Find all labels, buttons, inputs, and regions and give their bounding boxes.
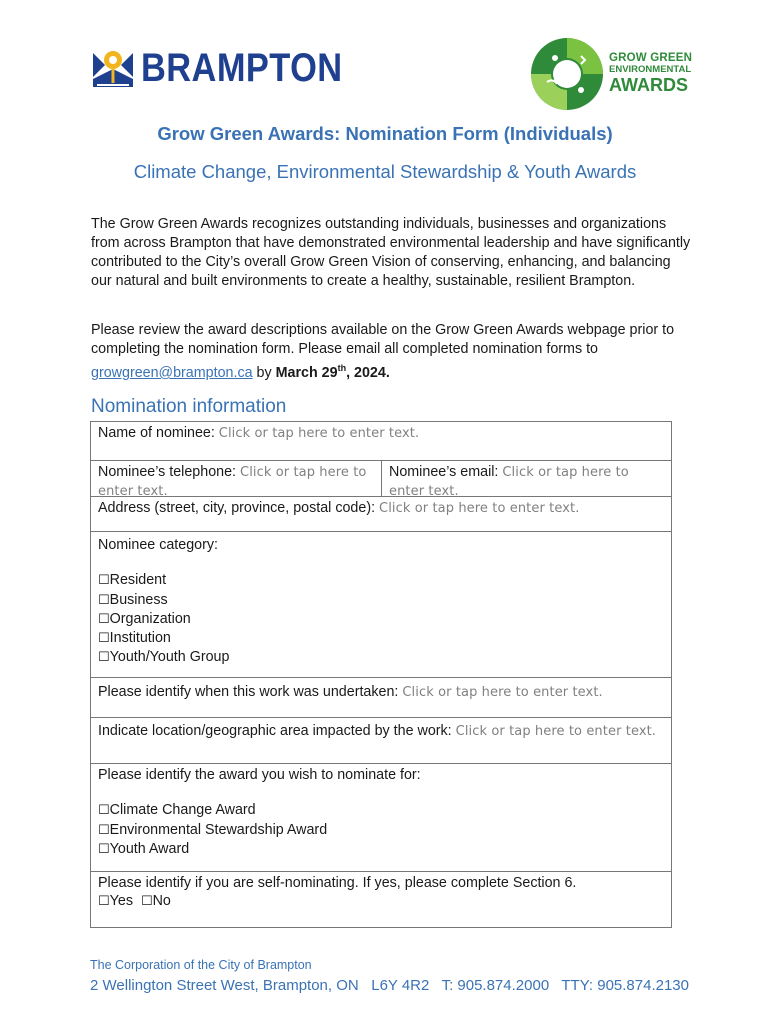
brampton-wordmark: BRAMPTON — [141, 46, 343, 90]
category-institution-checkbox[interactable]: ☐Institution — [98, 630, 171, 647]
checkbox-icon: ☐ — [98, 611, 110, 627]
category-youth-checkbox[interactable]: ☐Youth/Youth Group — [98, 649, 230, 666]
nominee-email-input[interactable]: Click or tap here to enter text. — [389, 465, 629, 499]
award-selection-group: Please identify the award you wish to nominate for: ☐Climate Change Award ☐Environmental Stewardship Award ☐Youth Award — [91, 764, 671, 872]
nominee-name-field[interactable]: Name of nominee: Click or tap here to enter text. — [91, 422, 671, 461]
nominee-telephone-input[interactable]: Click or tap here to enter text. — [98, 465, 367, 499]
intro-paragraph: The Grow Green Awards recognizes outstanding individuals, businesses and organizations from across Brampton that have demonstrated environmental leadership and have significantly contributed to the City’s overall Grow Green Vision of conserving, enhancing, and balancing our natural and built environments to create a healthy, sustainable, resilient Brampton. — [91, 216, 691, 289]
self-nomination-group: Please identify if you are self-nominating. If yes, please complete Section 6. ☐Yes ☐No — [98, 875, 577, 910]
footer-organization: The Corporation of the City of Brampton — [90, 958, 312, 972]
self-nomination-yes-checkbox[interactable]: ☐Yes — [98, 893, 133, 910]
location-input[interactable]: Click or tap here to enter text. — [455, 724, 657, 739]
checkbox-icon: ☐ — [98, 822, 110, 838]
location-field[interactable]: Indicate location/geographic area impacted by the work: Click or tap here to enter text. — [91, 718, 671, 764]
award-youth-checkbox[interactable]: ☐Youth Award — [98, 840, 190, 857]
grow-green-awards-logo — [529, 36, 699, 112]
footer-address: 2 Wellington Street West, Brampton, ON L6Y 4R2 T: 905.874.2000 TTY: 905.874.2130 — [90, 977, 689, 994]
grow-green-awards-wordmark: GROW GREEN ENVIRONMENTAL AWARDS — [609, 52, 693, 95]
checkbox-icon: ☐ — [98, 841, 110, 857]
work-timeframe-field[interactable]: Please identify when this work was undertaken: Click or tap here to enter text. — [91, 678, 671, 718]
recycle-leaf-icon — [529, 36, 605, 112]
category-resident-checkbox[interactable]: ☐Resident — [98, 572, 167, 589]
checkbox-icon: ☐ — [140, 894, 153, 910]
category-organization-checkbox[interactable]: ☐Organization — [98, 610, 191, 627]
page-title: Grow Green Awards: Nomination Form (Individuals) — [157, 123, 613, 144]
checkbox-icon: ☐ — [98, 894, 110, 910]
address-input[interactable]: Click or tap here to enter text. — [379, 501, 580, 516]
address-field[interactable]: Address (street, city, province, postal code): Click or tap here to enter text. — [91, 497, 671, 532]
checkbox-icon: ☐ — [98, 573, 110, 589]
brampton-flower-icon — [91, 47, 135, 89]
contact-row — [91, 461, 671, 497]
nomination-form — [90, 421, 672, 928]
nominee-telephone-field[interactable]: Nominee’s telephone: Click or tap here to enter text. — [91, 461, 382, 496]
checkbox-icon: ☐ — [98, 803, 110, 819]
work-timeframe-input[interactable]: Click or tap here to enter text. — [402, 685, 603, 700]
category-business-checkbox[interactable]: ☐Business — [98, 591, 168, 608]
brampton-logo — [91, 47, 375, 89]
nominee-name-input[interactable]: Click or tap here to enter text. — [218, 426, 420, 441]
instructions-paragraph: Please review the award descriptions available on the Grow Green Awards webpage prior to completing the nomination form. Please email all completed nomination forms to growgreen@brampton.ca by March 29th, 2024. — [91, 322, 675, 381]
checkbox-icon: ☐ — [98, 650, 110, 666]
page-subtitle: Climate Change, Environmental Stewardship & Youth Awards — [133, 161, 637, 182]
email-link[interactable]: growgreen@brampton.ca — [91, 364, 253, 381]
nominee-category-group: Nominee category: ☐Resident ☐Business ☐Organization ☐Institution ☐Youth/Youth Group — [91, 532, 671, 678]
checkbox-icon: ☐ — [98, 631, 110, 647]
award-climate-change-checkbox[interactable]: ☐Climate Change Award — [98, 802, 256, 819]
deadline: March 29th, 2024. — [275, 363, 390, 381]
award-environmental-stewardship-checkbox[interactable]: ☐Environmental Stewardship Award — [98, 821, 328, 838]
checkbox-icon: ☐ — [98, 592, 110, 608]
nominee-email-field[interactable]: Nominee’s email: Click or tap here to enter text. — [389, 464, 629, 499]
section-title: Nomination information — [91, 396, 287, 417]
self-nomination-no-checkbox[interactable]: ☐No — [140, 893, 171, 910]
